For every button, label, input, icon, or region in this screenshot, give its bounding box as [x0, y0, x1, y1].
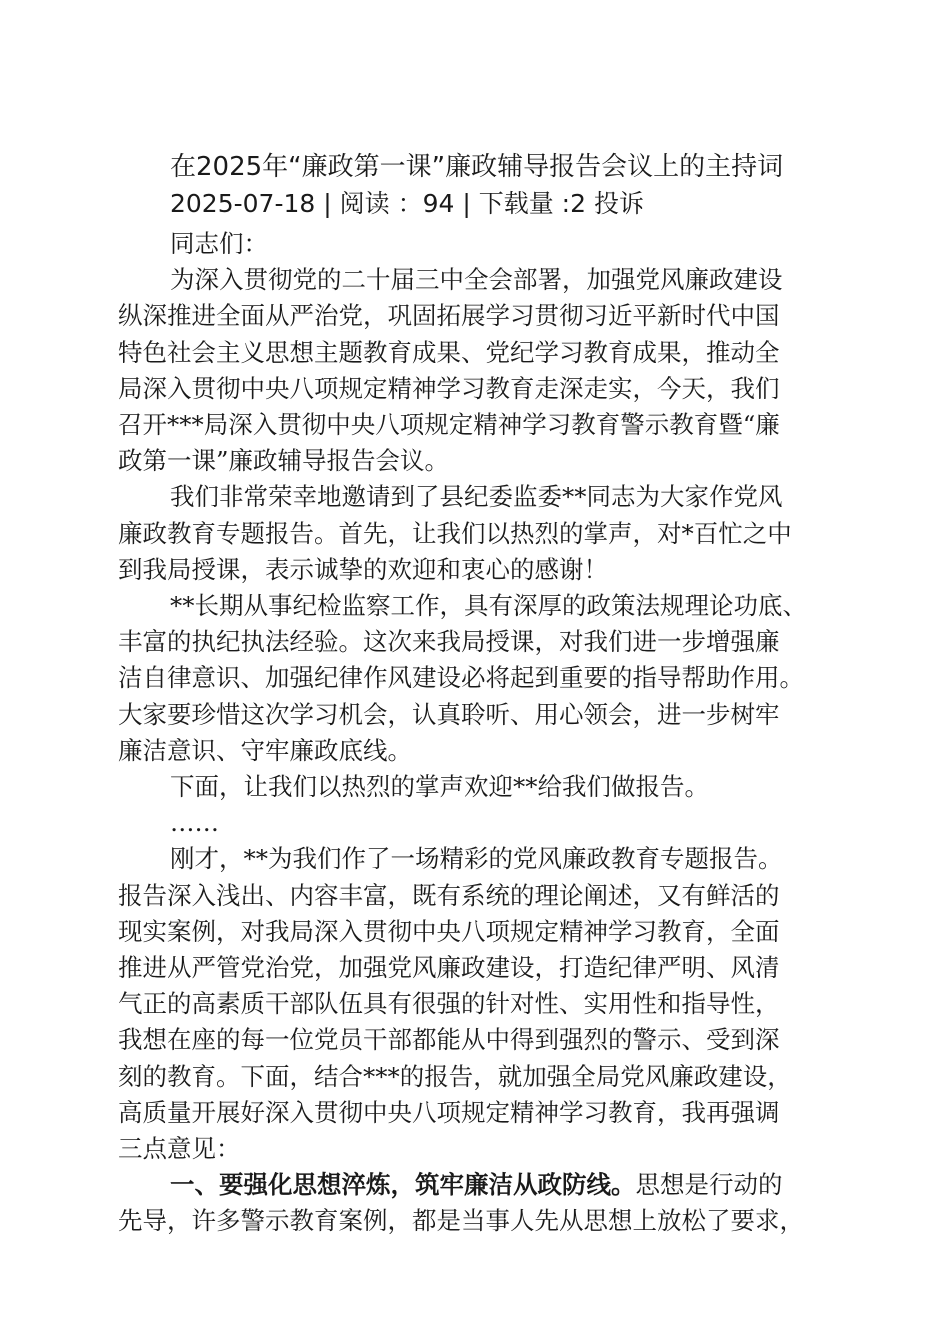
- salutation: 同志们：: [170, 229, 268, 258]
- download-count: 下载量 :2: [478, 189, 586, 218]
- paragraph-1: 为深入贯彻党的二十届三中全会部署，加强党风廉政建设 纵深推进全面从严治党，巩固拓展学习贯彻习近平新时代中国 特色社会主义思想主题教育成果、党纪学习教育成果，推动全 局深入贯彻中央八项规定精神学习教育走深走实，今天，我们 召开***局深入贯彻中央八项规定精神学习教育警示教育暨“廉 政第一课”廉政辅导报告会议。: [118, 265, 783, 476]
- ellipsis: ……: [170, 808, 219, 838]
- paragraph-5: 刚才，**为我们作了一场精彩的党风廉政教育专题报告。 报告深入浅出、内容丰富，既有系统的理论阐述，又有鲜活的 现实案例，对我局深入贯彻中央八项规定精神学习教育，全面 推进从严管党治党，加强党风廉政建设，打造纪律严明、风清 气正的高素质干部队伍具有很强的针对性、实用性和指导性， 我想在座的每一位党员干部都能从中得到强烈的警示、受到深 刻的教育。下面，结合***的报告，就加强全局党风廉政建设， 高质量开展好深入贯彻中央八项规定精神学习教育，我再强调 三点意见：: [118, 844, 792, 1164]
- read-count: 阅读 ：94: [339, 189, 455, 218]
- paragraph-6: 一、要强化思想淬炼，筑牢廉洁从政防线。思想是行动的 先导，许多警示教育案例，都是当事人先从思想上放松了要求，: [118, 1170, 804, 1236]
- document-title: 在2025年“廉政第一课”廉政辅导报告会议上的主持词: [170, 152, 784, 182]
- complaint-link[interactable]: 投诉: [586, 189, 644, 218]
- publish-date: 2025-07-18: [170, 189, 316, 218]
- document-meta: [170, 187, 644, 221]
- paragraph-4: 下面，让我们以热烈的掌声欢迎**给我们做报告。: [170, 772, 709, 802]
- paragraph-2: 我们非常荣幸地邀请到了县纪委监委**同志为大家作党风 廉政教育专题报告。首先，让我们以热烈的掌声，对*百忙之中 到我局授课，表示诚挚的欢迎和衷心的感谢！: [118, 482, 792, 584]
- section-heading: 一、要强化思想淬炼，筑牢廉洁从政防线。: [170, 1170, 636, 1200]
- document-body: [118, 226, 830, 1240]
- meta-separator: |: [315, 189, 340, 218]
- meta-separator: |: [454, 189, 479, 218]
- paragraph-3: **长期从事纪检监察工作，具有深厚的政策法规理论功底、 丰富的执纪执法经验。这次来我局授课，对我们进一步增强廉 洁自律意识、加强纪律作风建设必将起到重要的指导帮助作用。 大家要珍惜这次学习机会，认真聆听、用心领会，进一步树牢 廉洁意识、守牢廉政底线。: [118, 591, 807, 765]
